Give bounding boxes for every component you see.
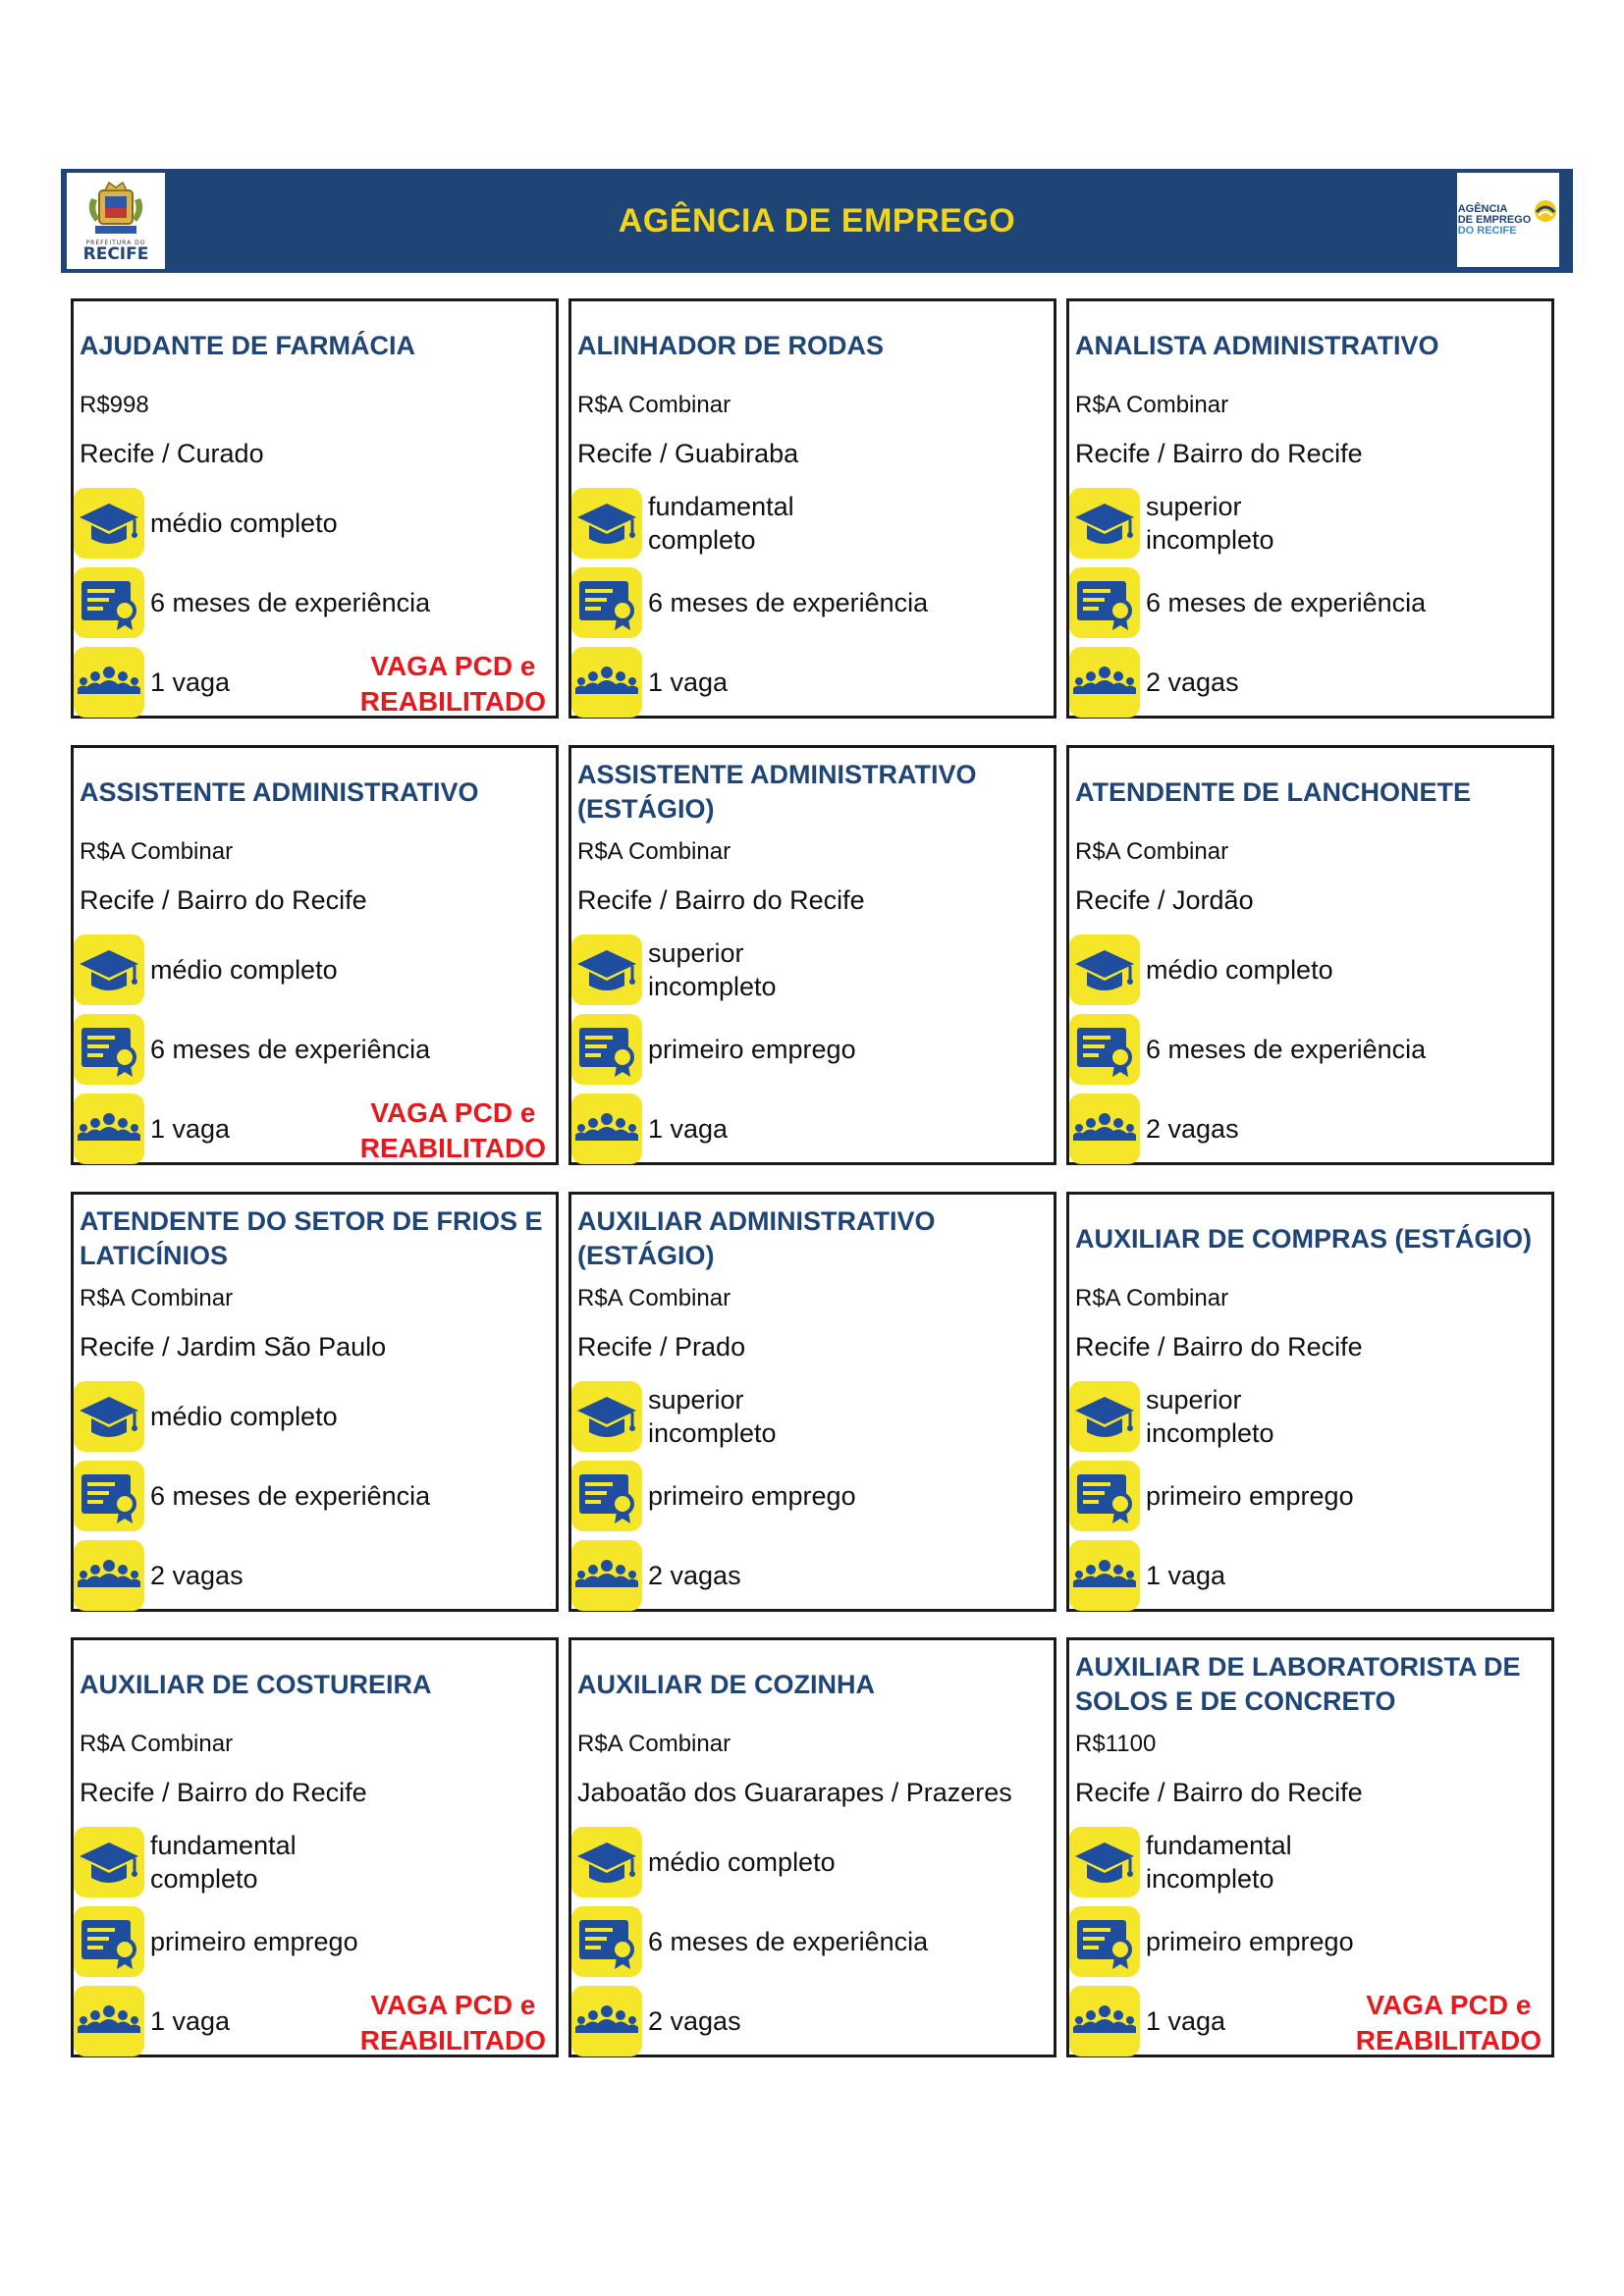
job-experience: 6 meses de experiência: [150, 1481, 431, 1511]
graduation-cap-icon: [74, 488, 144, 559]
job-education: fundamental completo: [648, 492, 794, 555]
job-location: Recife / Bairro do Recife: [80, 885, 367, 915]
job-title: AUXILIAR ADMINISTRATIVO (ESTÁGIO): [577, 1206, 936, 1270]
job-education: superior incompleto: [648, 938, 777, 1001]
job-salary: R$1100: [1075, 1731, 1157, 1757]
people-group-icon: [1069, 1094, 1140, 1164]
job-card[interactable]: [71, 1637, 559, 2057]
job-education: médio completo: [648, 1847, 836, 1877]
education-row: [1069, 1381, 1342, 1452]
job-card[interactable]: [1066, 1637, 1554, 2057]
job-location: Jaboatão dos Guararapes / Prazeres: [577, 1778, 1012, 1807]
job-salary: R$A Combinar: [577, 392, 731, 418]
experience-row: [571, 1906, 928, 1977]
vacancies-row: [571, 1986, 741, 2056]
job-education: médio completo: [150, 508, 338, 538]
job-vacancies: 2 vagas: [648, 2006, 741, 2036]
job-vacancies: 1 vaga: [1146, 1561, 1226, 1590]
graduation-cap-icon: [1069, 1827, 1140, 1897]
job-card[interactable]: [568, 745, 1056, 1165]
experience-row: [74, 1014, 430, 1085]
graduation-cap-icon: [1069, 1381, 1140, 1452]
prefeitura-recife-logo: [67, 173, 165, 269]
job-title: ATENDENTE DO SETOR DE FRIOS E LATICÍNIOS: [80, 1206, 543, 1270]
education-row: [74, 1381, 338, 1452]
education-row: [74, 934, 338, 1005]
logo-caption: PREFEITURA DO: [85, 240, 146, 246]
job-experience: 6 meses de experiência: [648, 1927, 929, 1956]
people-group-icon: [1069, 1540, 1140, 1611]
job-location: Recife / Bairro do Recife: [577, 885, 865, 915]
job-vacancies: 2 vagas: [150, 1561, 244, 1590]
job-salary: R$998: [80, 392, 149, 418]
vacancies-row: [74, 1094, 230, 1164]
job-title: ASSISTENTE ADMINISTRATIVO: [80, 776, 479, 807]
vacancies-row: [1069, 1094, 1239, 1164]
experience-row: [1069, 1014, 1426, 1085]
certificate-icon: [74, 1906, 144, 1977]
people-group-icon: [571, 1540, 642, 1611]
job-experience: primeiro emprego: [648, 1481, 856, 1511]
job-education: fundamental completo: [150, 1831, 297, 1894]
job-salary: R$A Combinar: [577, 1731, 731, 1757]
job-card[interactable]: [71, 298, 559, 719]
certificate-icon: [1069, 567, 1140, 638]
job-location: Recife / Jardim São Paulo: [80, 1332, 387, 1362]
graduation-cap-icon: [571, 934, 642, 1005]
certificate-icon: [571, 567, 642, 638]
job-salary: R$A Combinar: [1075, 1285, 1229, 1311]
job-title: ALINHADOR DE RODAS: [577, 330, 885, 360]
certificate-icon: [1069, 1906, 1140, 1977]
people-group-icon: [74, 647, 144, 718]
people-group-icon: [571, 1094, 642, 1164]
vacancies-row: [74, 647, 230, 718]
job-experience: 6 meses de experiência: [150, 588, 431, 617]
job-card[interactable]: [568, 1192, 1056, 1612]
job-card[interactable]: [1066, 745, 1554, 1165]
education-row: [571, 1827, 836, 1897]
certificate-icon: [74, 1014, 144, 1085]
job-card[interactable]: [568, 298, 1056, 719]
job-location: Recife / Bairro do Recife: [1075, 439, 1363, 468]
job-title: AUXILIAR DE COSTUREIRA: [80, 1669, 432, 1699]
experience-row: [74, 567, 430, 638]
pcd-badge: VAGA PCD e REABILITADO: [359, 651, 546, 717]
job-vacancies: 1 vaga: [648, 1114, 729, 1144]
job-education: superior incompleto: [1146, 1385, 1274, 1448]
job-salary: R$A Combinar: [577, 1285, 731, 1311]
job-education: fundamental incompleto: [1146, 1831, 1292, 1894]
job-location: Recife / Guabiraba: [577, 439, 799, 468]
job-salary: R$A Combinar: [577, 838, 731, 865]
graduation-cap-icon: [1069, 488, 1140, 559]
job-title: ANALISTA ADMINISTRATIVO: [1075, 330, 1439, 360]
job-vacancies: 1 vaga: [1146, 2006, 1226, 2036]
job-card[interactable]: [71, 745, 559, 1165]
job-experience: 6 meses de experiência: [1146, 588, 1427, 617]
job-vacancies: 1 vaga: [150, 1114, 231, 1144]
job-location: Recife / Bairro do Recife: [1075, 1778, 1363, 1807]
job-card[interactable]: [1066, 1192, 1554, 1612]
certificate-icon: [571, 1014, 642, 1085]
job-vacancies: 2 vagas: [1146, 1114, 1239, 1144]
experience-row: [571, 567, 928, 638]
job-title: ATENDENTE DE LANCHONETE: [1075, 776, 1472, 807]
job-salary: R$A Combinar: [1075, 392, 1229, 418]
job-vacancies: 2 vagas: [1146, 667, 1239, 697]
job-education: superior incompleto: [648, 1385, 777, 1448]
job-title: AUXILIAR DE LABORATORISTA DE SOLOS E DE CONCRETO: [1075, 1652, 1521, 1716]
people-group-icon: [571, 1986, 642, 2056]
education-row: [1069, 488, 1342, 559]
vacancies-row: [1069, 1986, 1225, 2056]
vacancies-row: [571, 647, 728, 718]
job-experience: primeiro emprego: [1146, 1927, 1354, 1956]
people-group-icon: [74, 1986, 144, 2056]
agencia-emblem-icon: [1533, 198, 1558, 224]
people-group-icon: [74, 1094, 144, 1164]
job-vacancies: 1 vaga: [648, 667, 729, 697]
job-location: Recife / Bairro do Recife: [80, 1778, 367, 1807]
certificate-icon: [1069, 1461, 1140, 1531]
people-group-icon: [1069, 1986, 1140, 2056]
job-experience: 6 meses de experiência: [648, 588, 929, 617]
job-title: AUXILIAR DE COMPRAS (ESTÁGIO): [1075, 1223, 1533, 1254]
vacancies-row: [571, 1540, 741, 1611]
page-header: [61, 169, 1573, 273]
experience-row: [74, 1906, 358, 1977]
certificate-icon: [74, 567, 144, 638]
job-experience: 6 meses de experiência: [1146, 1035, 1427, 1064]
job-location: Recife / Prado: [577, 1332, 746, 1362]
job-experience: 6 meses de experiência: [150, 1035, 431, 1064]
certificate-icon: [571, 1906, 642, 1977]
job-card[interactable]: [1066, 298, 1554, 719]
people-group-icon: [74, 1540, 144, 1611]
job-card[interactable]: [71, 1192, 559, 1612]
job-salary: R$A Combinar: [1075, 838, 1229, 865]
job-title: AUXILIAR DE COZINHA: [577, 1669, 875, 1699]
education-row: [571, 934, 844, 1005]
job-vacancies: 2 vagas: [648, 1561, 741, 1590]
people-group-icon: [571, 647, 642, 718]
certificate-icon: [1069, 1014, 1140, 1085]
pcd-badge: VAGA PCD e REABILITADO: [1355, 1990, 1542, 2056]
graduation-cap-icon: [571, 1827, 642, 1897]
education-row: [571, 488, 844, 559]
job-vacancies: 1 vaga: [150, 2006, 231, 2036]
education-row: [74, 1827, 347, 1897]
job-title: AJUDANTE DE FARMÁCIA: [80, 330, 416, 360]
pcd-badge: VAGA PCD e REABILITADO: [359, 1097, 546, 1163]
job-experience: primeiro emprego: [1146, 1481, 1354, 1511]
experience-row: [1069, 1906, 1354, 1977]
job-vacancies: 1 vaga: [150, 667, 231, 697]
graduation-cap-icon: [74, 1827, 144, 1897]
job-location: Recife / Bairro do Recife: [1075, 1332, 1363, 1362]
vacancies-row: [571, 1094, 728, 1164]
graduation-cap-icon: [1069, 934, 1140, 1005]
job-education: médio completo: [150, 955, 338, 985]
graduation-cap-icon: [571, 488, 642, 559]
graduation-cap-icon: [74, 934, 144, 1005]
job-salary: R$A Combinar: [80, 1285, 234, 1311]
education-row: [1069, 1827, 1342, 1897]
job-title: ASSISTENTE ADMINISTRATIVO (ESTÁGIO): [577, 760, 977, 824]
job-location: Recife / Curado: [80, 439, 264, 468]
job-experience: primeiro emprego: [648, 1035, 856, 1064]
education-row: [1069, 934, 1333, 1005]
job-education: superior incompleto: [1146, 492, 1274, 555]
job-salary: R$A Combinar: [80, 838, 234, 865]
experience-row: [571, 1461, 856, 1531]
experience-row: [74, 1461, 430, 1531]
vacancies-row: [1069, 1540, 1225, 1611]
pcd-badge: VAGA PCD e REABILITADO: [359, 1990, 546, 2056]
vacancies-row: [74, 1986, 230, 2056]
logo-word: RECIFE: [82, 244, 149, 264]
job-location: Recife / Jordão: [1075, 885, 1254, 915]
vacancies-row: [74, 1540, 244, 1611]
people-group-icon: [1069, 647, 1140, 718]
graduation-cap-icon: [571, 1381, 642, 1452]
vacancies-row: [1069, 647, 1239, 718]
job-experience: primeiro emprego: [150, 1927, 358, 1956]
certificate-icon: [74, 1461, 144, 1531]
agencia-emprego-logo: AGÊNCIA DE EMPREGO DO RECIFE: [1457, 173, 1559, 267]
job-education: médio completo: [1146, 955, 1333, 985]
experience-row: [1069, 1461, 1354, 1531]
experience-row: [571, 1014, 856, 1085]
coat-of-arms-icon: [81, 179, 150, 240]
job-salary: R$A Combinar: [80, 1731, 234, 1757]
certificate-icon: [571, 1461, 642, 1531]
graduation-cap-icon: [74, 1381, 144, 1452]
experience-row: [1069, 567, 1426, 638]
education-row: [74, 488, 338, 559]
job-card[interactable]: [568, 1637, 1056, 2057]
education-row: [571, 1381, 844, 1452]
job-education: médio completo: [150, 1402, 338, 1431]
page-title: AGÊNCIA DE EMPREGO: [618, 201, 1016, 240]
